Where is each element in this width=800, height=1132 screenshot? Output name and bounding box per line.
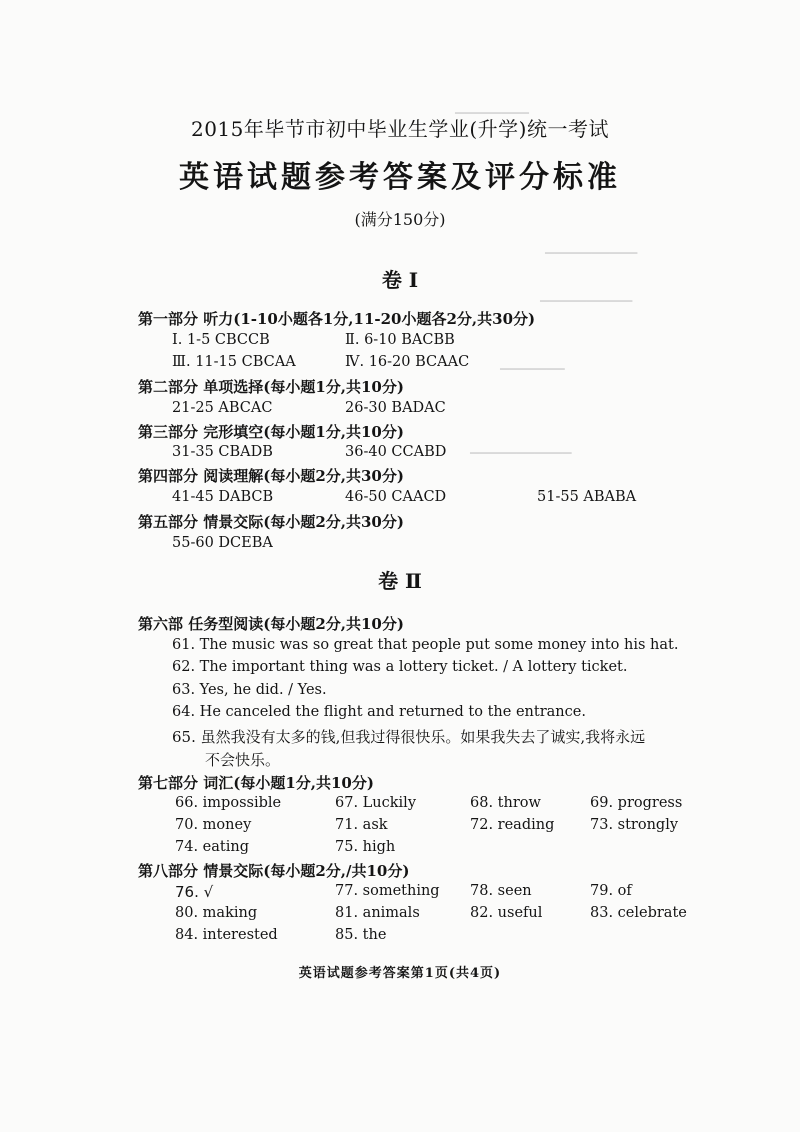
page-footer: 英语试题参考答案第1页(共4页) (298, 966, 502, 981)
part5-heading: 第五部分 情景交际(每小题2分,共30分) (138, 513, 404, 531)
part8-heading: 第八部分 情景交际(每小题2分,/共10分) (138, 862, 410, 880)
cloze-item: 82. useful (470, 905, 543, 921)
answer-group: 21-25 ABCAC (172, 400, 273, 416)
answer-group: 41-45 DABCB (172, 489, 274, 505)
part1-heading: 第一部分 听力(1-10小题各1分,11-20小题各2分,共30分) (138, 310, 536, 328)
part2-heading: 第二部分 单项选择(每小题1分,共10分) (138, 378, 404, 396)
answer-group: 55-60 DCEBA (172, 535, 273, 551)
answer-group: 46-50 CAACD (345, 489, 447, 505)
cloze-item: 78. seen (470, 883, 532, 899)
vocab-item: 73. strongly (590, 817, 679, 833)
part6-heading: 第六部 任务型阅读(每小题2分,共10分) (138, 615, 404, 633)
volume-1-heading: 卷 Ⅰ (381, 268, 419, 292)
cloze-item: 77. something (335, 883, 440, 899)
answer-item: 64. He canceled the flight and returned to the entrance. (172, 704, 586, 720)
answer-group: I. 1-5 CBCCB (172, 332, 270, 348)
bleed-through-text: ▁▁▁▁▁▁▁▁▁▁ (540, 288, 633, 302)
answer-item-continuation: 不会快乐。 (205, 751, 281, 769)
cloze-item: 85. the (335, 927, 387, 943)
vocab-item: 66. impossible (175, 795, 282, 811)
answer-group: Ⅱ. 6-10 BACBB (345, 332, 455, 348)
bleed-through-text: ▁▁▁▁▁▁▁▁ (455, 100, 529, 114)
answer-group: 51-55 ABABA (537, 489, 637, 505)
cloze-item: 84. interested (175, 927, 278, 943)
vocab-item: 69. progress (590, 795, 683, 811)
cloze-item: 79. of (590, 883, 632, 899)
full-score-note: (满分150分) (354, 210, 446, 229)
answer-group: Ⅲ. 11-15 CBCAA (172, 354, 296, 370)
answer-item: 61. The music was so great that people put some money into his hat. (172, 637, 679, 653)
answer-item: 65. 虽然我没有太多的钱,但我过得很快乐。如果我失去了诚实,我将永远 (172, 728, 646, 746)
part7-heading: 第七部分 词汇(每小题1分,共10分) (138, 774, 374, 792)
volume-2-heading: 卷 Ⅱ (378, 569, 422, 593)
cloze-item: 80. making (175, 905, 258, 921)
cloze-item: 83. celebrate (590, 905, 687, 921)
answer-group: 26-30 BADAC (345, 400, 446, 416)
bleed-through-text: ▁▁▁▁▁▁▁▁▁▁▁ (470, 440, 572, 454)
cloze-item: 76. √ (175, 883, 214, 901)
vocab-item: 67. Luckily (335, 795, 417, 811)
document-title: 英语试题参考答案及评分标准 (179, 160, 621, 195)
answer-item: 63. Yes, he did. / Yes. (172, 682, 327, 698)
vocab-item: 68. throw (470, 795, 541, 811)
vocab-item: 72. reading (470, 817, 555, 833)
bleed-through-text: ▁▁▁▁▁▁▁ (500, 356, 565, 370)
vocab-item: 75. high (335, 839, 396, 855)
answer-item: 62. The important thing was a lottery ticket. / A lottery ticket. (172, 659, 628, 675)
vocab-item: 70. money (175, 817, 252, 833)
part3-heading: 第三部分 完形填空(每小题1分,共10分) (138, 423, 404, 441)
vocab-item: 71. ask (335, 817, 388, 833)
vocab-item: 74. eating (175, 839, 249, 855)
answer-group: 31-35 CBADB (172, 444, 273, 460)
answer-group: 36-40 CCABD (345, 444, 447, 460)
bleed-through-text: ▁▁▁▁▁▁▁▁▁▁ (545, 240, 638, 254)
cloze-item: 81. animals (335, 905, 420, 921)
part4-heading: 第四部分 阅读理解(每小题2分,共30分) (138, 467, 404, 485)
exam-title: 2015年毕节市初中毕业生学业(升学)统一考试 (190, 117, 609, 141)
answer-group: Ⅳ. 16-20 BCAAC (345, 354, 470, 370)
